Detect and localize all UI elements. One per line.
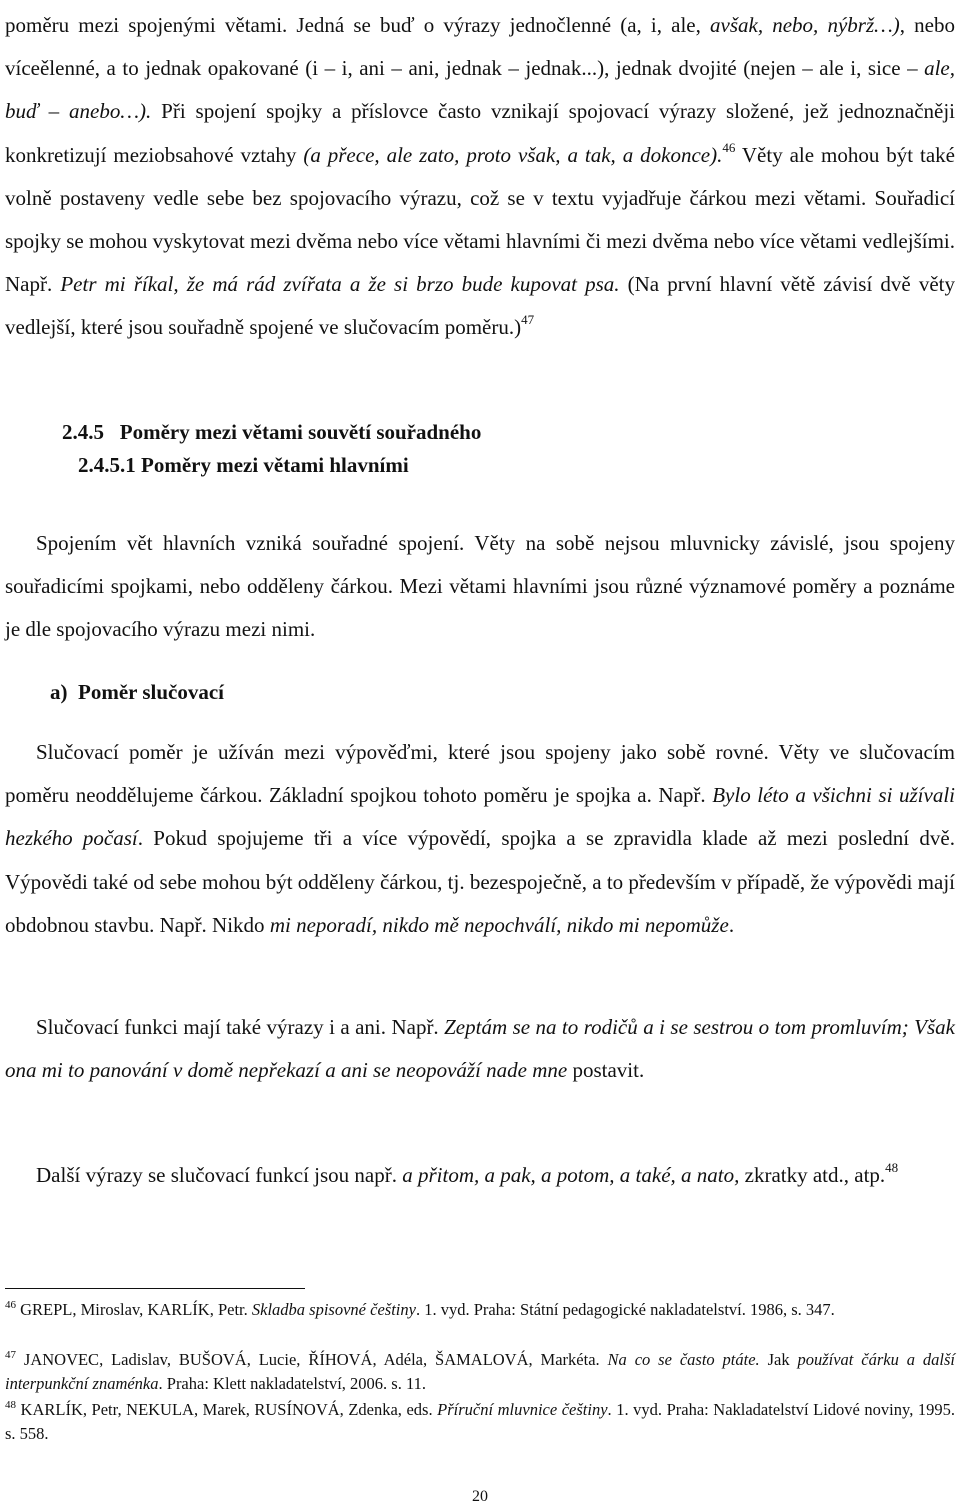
footnote-number: 47 (5, 1348, 16, 1361)
text: . 1. vyd. Praha: Státní pedagogické nakladatelství. 1986, s. 347. (415, 1300, 835, 1319)
subheading-title: Poměr slučovací (78, 680, 224, 704)
footnote-ref[interactable]: 46 (722, 139, 736, 155)
list-label: a) (50, 680, 68, 704)
paragraph-2: Spojením vět hlavních vzniká souřadné spojení. Věty na sobě nejsou mluvnicky závislé, jsou spojeny souřadicími spojkami, nebo odděleny čárkou. Mezi větami hlavními jsou různé významové poměry a poznáme je dle spojovacího výrazu mezi nimi. (5, 531, 955, 642)
text: . Praha: Klett nakladatelství, 2006. s. 11. (158, 1374, 426, 1393)
paragraph-3 (5, 731, 955, 947)
subsection-heading (78, 453, 409, 478)
italic-text: Petr mi říkal, že má rád zvířata a že si brzo bude kupovat psa. (60, 272, 620, 297)
section-heading (62, 420, 481, 445)
text: . (728, 912, 735, 937)
text: GREPL, Miroslav, KARLÍK, Petr. (16, 1300, 252, 1319)
footnote-47 (5, 1348, 955, 1396)
italic-text: Příruční mluvnice češtiny (437, 1400, 608, 1419)
italic-text: mi neporadí, nikdo mě nepochválí, nikdo mi nepomůže (269, 912, 729, 937)
text: Věty ale mohou být také volně postaveny vedle sebe bez spojovacího výrazu, což se v textu vyjadřuje čárkou mezi větami. Souřadicí spojky se mohou vyskytovat mezi dvěma nebo více větami hlavními či mezi dvěma nebo více větami vedlejšími. Např. (5, 142, 956, 297)
paragraph-5 (5, 1154, 955, 1197)
footnote-ref[interactable]: 48 (885, 1160, 899, 1175)
italic-text: Bylo léto a všichni si užívali hezkého počasí (5, 783, 955, 851)
text: . 1. vyd. Praha: Nakladatelství Lidové noviny, 1995. s. 558. (5, 1400, 955, 1443)
italic-text: používat čárku a další interpunkční znaménka (5, 1350, 955, 1393)
text: . Pokud spojujeme tři a více výpovědí, spojka a se zpravidla klade až mezi poslední dvě. Výpovědi také od sebe mohou být odděleny čárkou, tj. bezespoječně, a to především v případě, že výpovědi mají obdobnou stavbu. Např. Nikdo (5, 826, 955, 937)
text: postavit. (567, 1058, 645, 1083)
italic-text: avšak, nebo, nýbrž…) (710, 13, 900, 37)
text: zkratky atd., atp. (739, 1163, 886, 1187)
text: JANOVEC, Ladislav, BUŠOVÁ, Lucie, ŘÍHOVÁ, Adéla, ŠAMALOVÁ, Markéta. (16, 1350, 608, 1369)
italic-text: a přitom, a pak, a potom, a také, a nato, (402, 1163, 740, 1187)
text: Jak (759, 1350, 798, 1369)
text: Při spojení spojky a příslovce často vznikají spojovací výrazy složené, jež jednoznačněji konkretizují meziobsahové vztahy (5, 99, 956, 167)
text: (Na první hlavní větě závisí dvě věty vedlejší, které jsou souřadně spojené ve slučovacím poměru.) (5, 272, 956, 340)
italic-text: Na co se často ptáte. (607, 1350, 760, 1369)
text: Slučovací funkci mají také výrazy i a ani. Např. (36, 1015, 445, 1039)
italic-text: Skladba spisovné češtiny (251, 1300, 416, 1319)
italic-text: (a přece, ale zato, proto však, a tak, a dokonce). (303, 142, 723, 167)
footnote-number: 48 (5, 1398, 16, 1411)
footnote-46 (5, 1298, 955, 1322)
text: Slučovací poměr je užíván mezi výpověďmi, které jsou spojeny jako sobě rovné. Věty ve slučovacím poměru neoddělujeme čárkou. Základní spojkou tohoto poměru je spojka a. Např. (5, 740, 955, 808)
subheading-a (50, 680, 224, 705)
paragraph-1 (5, 4, 955, 350)
footnote-number: 46 (5, 1298, 16, 1311)
text: , nebo víceělenné, a to jednak opakované (i – i, ani – ani, jednak – jednak...), jednak dvojité (nejen – ale i, sice – (5, 13, 955, 81)
footnote-divider (5, 1288, 305, 1289)
section-title: Poměry mezi větami souvětí souřadného (119, 420, 482, 444)
paragraph-4 (5, 1006, 955, 1092)
page-number: 20 (472, 1488, 488, 1505)
footnote-48 (5, 1398, 955, 1446)
italic-text: Zeptám se na to rodičů a i se sestrou o tom promluvím; Však ona mi to panování v domě nepřekazí a ani se neopováží nade mne (5, 1015, 955, 1083)
footnote-ref[interactable]: 47 (521, 312, 535, 328)
text: Další výrazy se slučovací funkcí jsou např. (36, 1163, 403, 1187)
italic-text: ale, buď – anebo…). (5, 56, 955, 124)
text: poměru mezi spojenými větami. Jedná se buď o výrazy jednočlenné (a, i, ale, (5, 13, 711, 37)
text: KARLÍK, Petr, NEKULA, Marek, RUSÍNOVÁ, Zdenka, eds. (16, 1400, 438, 1419)
section-number: 2.4.5 (62, 420, 104, 444)
subsection-title: 2.4.5.1 Poměry mezi větami hlavními (78, 453, 409, 477)
